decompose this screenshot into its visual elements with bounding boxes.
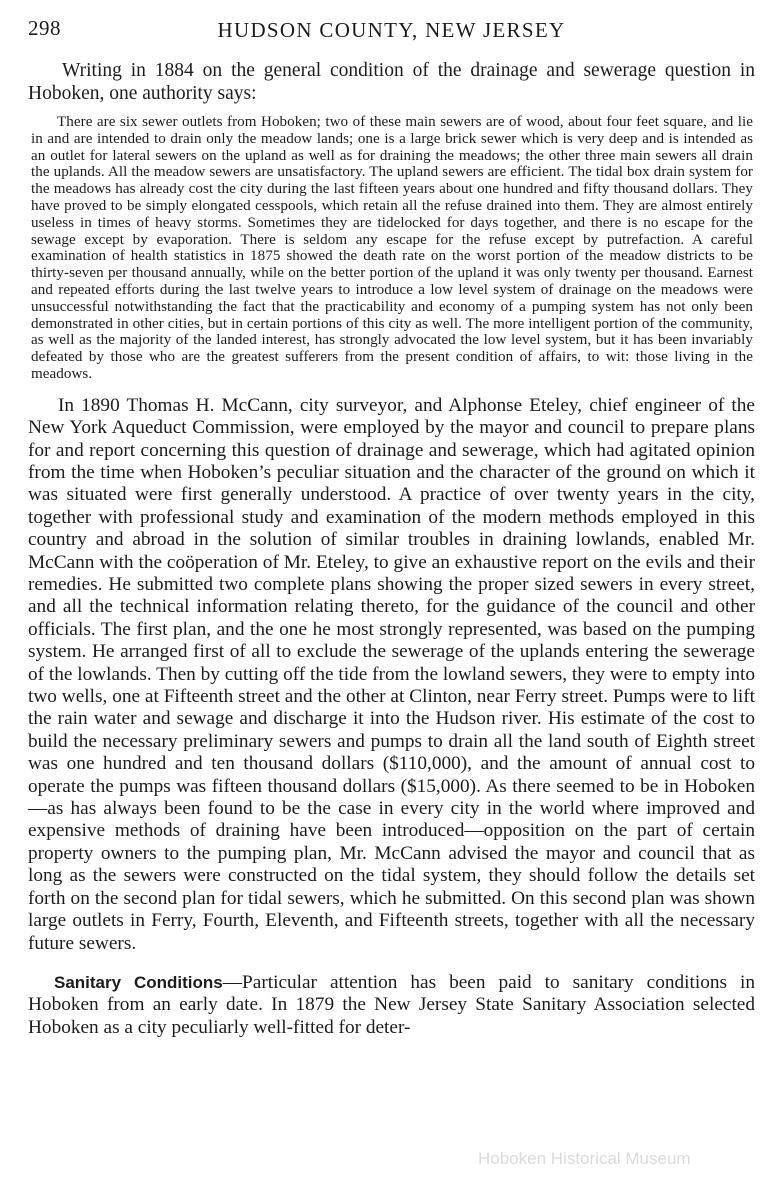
- page-body: [28, 60, 755, 1039]
- section-paragraph: [28, 972, 755, 1039]
- section-heading: Sanitary Conditions: [54, 972, 223, 992]
- page-header: [28, 8, 755, 40]
- intro-paragraph: Writing in 1884 on the general condition of the drainage and sewerage question in Hoboken, one authority says:: [28, 60, 755, 104]
- page-number: 298: [28, 16, 61, 40]
- section-text: —Particular attention has been paid to sanitary conditions in Hoboken from an early date. In 1879 the New Jersey State Sanitary Association selected Hoboken as a city peculiarly well-fitted for deter-: [28, 971, 756, 1038]
- running-head: HUDSON COUNTY, NEW JERSEY: [217, 18, 566, 42]
- body-paragraph: In 1890 Thomas H. McCann, city surveyor, and Alphonse Eteley, chief engineer of the New York Aqueduct Commission, were employed by the mayor and council to prepare plans for and report concerning this question of drainage and sewerage, which had agitated opinion from the time when Hoboken’s peculiar situation and the character of the ground on which it was situated were first generally understood. A practice of over twenty years in the city, together with professional study and examination of the modern methods employed in this country and abroad in the solution of similar troubles in draining lowlands, enabled Mr. McCann with the coöperation of Mr. Eteley, to give an exhaustive report on the evils and their remedies. He submitted two complete plans showing the proper sized sewers in every street, and all the technical information relating thereto, for the guidance of the council and other officials. The first plan, and the one he most strongly represented, was based on the pumping system. He arranged first of all to exclude the sewerage of the uplands entering the sewerage of the lowlands. Then by cutting off the tide from the lowland sewers, they were to empty into two wells, one at Fifteenth street and the other at Clinton, near Ferry street. Pumps were to lift the rain water and sewage and discharge it into the Hudson river. His estimate of the cost to build the necessary preliminary sewers and pumps to drain all the land south of Eighth street was one hundred and ten thousand dollars ($110,000), and the amount of annual cost to operate the pumps was fifteen thousand dollars ($15,000). As there seemed to be in Hoboken—as has always been found to be the case in every city in the world where improved and expensive methods of draining have been introduced—opposition on the part of certain property owners to the pumping plan, Mr. McCann advised the mayor and council that as long as the sewers were constructed on the tidal system, they should follow the details set forth on the second plan for tidal sewers, which he submitted. On this second plan was shown large outlets in Ferry, Fourth, Eleventh, and Fifteenth streets, together with all the necessary future sewers.: [28, 394, 755, 954]
- museum-watermark: Hoboken Historical Museum: [478, 1149, 691, 1168]
- block-quote: There are six sewer outlets from Hoboken; two of these main sewers are of wood, about four feet square, and lie in and are intended to drain only the meadow lands; one is a large brick sewer which is very deep and is intended as an outlet for lateral sewers on the upland as well as for draining the meadows; the other three main sewers all drain the uplands. All the meadow sewers are unsatisfactory. The upland sewers are efficient. The tidal box drain system for the meadows has already cost the city during the last fifteen years about one hundred and fifty thousand dollars. They have proved to be simply elongated cesspools, which retain all the refuse drained into them. They are almost entirely useless in times of heavy storms. Sometimes they are tidelocked for days together, and there is no escape for the sewage except by evaporation. There is seldom any escape for the refuse except by putrefaction. A careful examination of health statistics in 1875 showed the death rate on the worst portion of the meadow districts to be thirty-seven per thousand annually, while on the better portion of the upland it was only twenty per thousand. Earnest and repeated efforts during the last twelve years to introduce a low level system of drainage on the meadows were unsuccessful notwithstanding the fact that the practicability and economy of a pumping system has not only been demonstrated in other cities, but in certain portions of this city as well. The more intelligent portion of the community, as well as the majority of the landed interest, has strongly advocated the low level system, but it has been invariably defeated by those who are the greatest sufferers from the present condition of affairs, to wit: those living in the meadows.: [31, 114, 753, 382]
